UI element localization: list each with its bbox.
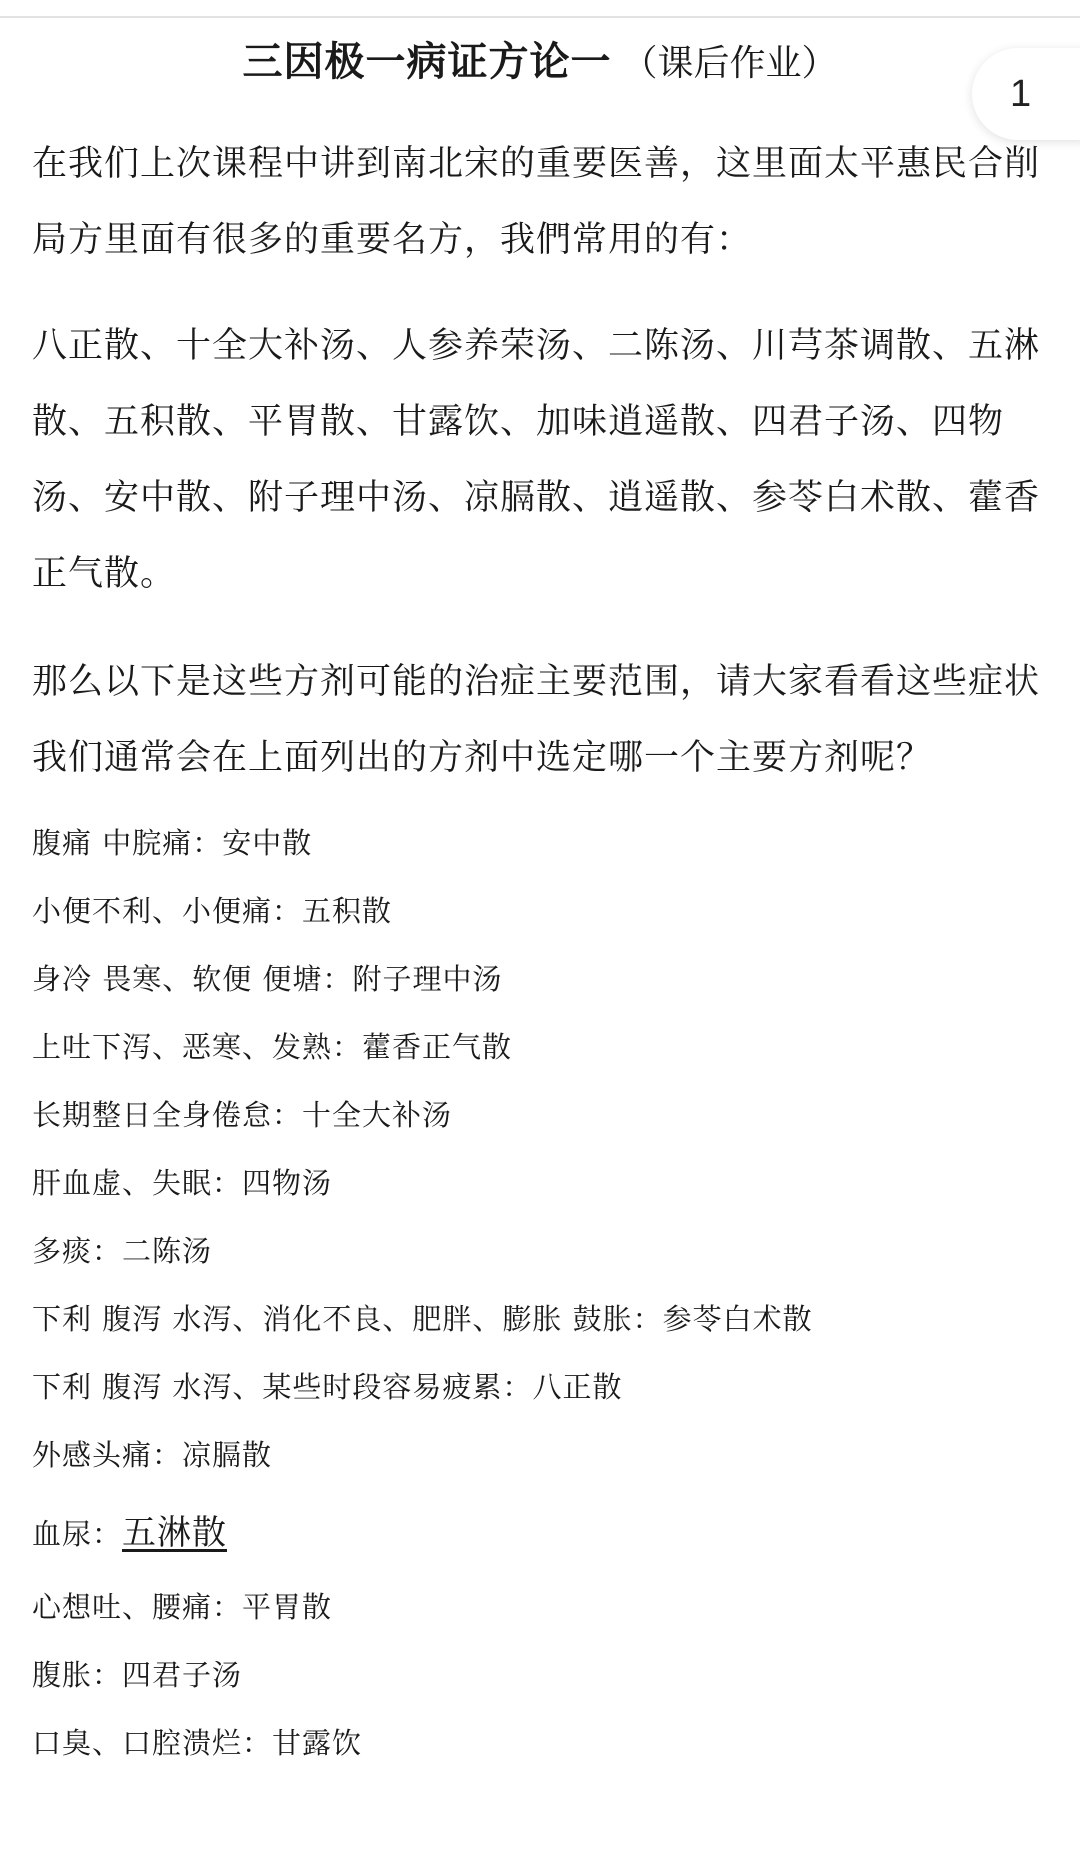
list-item — [32, 1714, 1042, 1782]
title-sub: （课后作业） — [621, 43, 838, 84]
list-item — [32, 1154, 1042, 1222]
list-item — [32, 1018, 1042, 1086]
symptom-text: 口臭、口腔溃烂： — [32, 1726, 273, 1760]
formula-answer: 凉膈散 — [182, 1438, 273, 1472]
formula-answer: 四君子汤 — [122, 1658, 243, 1692]
list-item — [32, 814, 1042, 882]
formula-answer: 八正散 — [532, 1370, 623, 1404]
symptom-text: 外感头痛： — [32, 1438, 183, 1472]
symptom-text: 小便不利、小便痛： — [32, 894, 303, 928]
symptom-text: 多痰： — [32, 1234, 123, 1268]
formula-answer: 附子理中汤 — [352, 962, 503, 996]
list-item — [32, 882, 1042, 950]
list-item — [32, 1222, 1042, 1290]
list-item — [32, 1290, 1042, 1358]
formula-answer: 安中散 — [222, 826, 313, 860]
question-paragraph: 那么以下是这些方剂可能的治症主要范围，请大家看看这些症状我们通常会在上面列出的方剂中选定哪一个主要方剂呢？ — [32, 662, 1041, 778]
answer-list — [32, 814, 1042, 1782]
list-item — [32, 1426, 1042, 1494]
symptom-text: 上吐下泻、恶寒、发熟： — [32, 1030, 363, 1064]
symptom-text: 下利 腹泻 水泻、某些时段容易疲累： — [32, 1370, 533, 1404]
symptom-text: 身冷 畏寒、软便 便塘： — [32, 962, 353, 996]
formula-answer: 四物汤 — [242, 1166, 333, 1200]
list-item — [32, 1646, 1042, 1714]
formula-answer: 平胃散 — [242, 1590, 333, 1624]
list-item-highlighted — [32, 1494, 1042, 1578]
symptom-text: 心想吐、腰痛： — [32, 1590, 243, 1624]
formula-answer: 二陈汤 — [122, 1234, 213, 1268]
symptom-text: 腹痛 中脘痛： — [32, 826, 223, 860]
formula-answer: 五积散 — [302, 894, 393, 928]
formula-answer: 参苓白术散 — [662, 1302, 813, 1336]
symptom-text: 长期整日全身倦怠： — [32, 1098, 303, 1132]
intro-paragraph: 在我们上次课程中讲到南北宋的重要医善，这里面太平惠民合削局方里面有很多的重要名方，我們常用的有： — [32, 144, 1041, 260]
list-item — [32, 950, 1042, 1018]
symptom-text: 腹胀： — [32, 1658, 123, 1692]
top-divider — [0, 16, 1080, 18]
symptom-text: 血尿： — [32, 1517, 123, 1551]
formula-answer: 甘露饮 — [272, 1726, 363, 1760]
page-number: 1 — [1010, 72, 1032, 115]
symptom-text: 肝血虚、失眠： — [32, 1166, 243, 1200]
formula-answer: 藿香正气散 — [362, 1030, 513, 1064]
title-main: 三因极一病证方论一 — [242, 39, 612, 85]
list-item — [32, 1086, 1042, 1154]
symptom-text: 下利 腹泻 水泻、消化不良、肥胖、膨胀 鼓胀： — [32, 1302, 663, 1336]
formula-answer: 十全大补汤 — [302, 1098, 453, 1132]
formula-answer-underlined: 五淋散 — [122, 1513, 228, 1553]
list-item — [32, 1578, 1042, 1646]
page-title — [0, 30, 1080, 87]
list-item — [32, 1358, 1042, 1426]
formula-list-paragraph: 八正散、十全大补汤、人参养荣汤、二陈汤、川芎茶调散、五淋散、五积散、平胃散、甘露饮、加味逍遥散、四君子汤、四物汤、安中散、附子理中汤、凉膈散、逍遥散、参苓白术散、藿香正气散。 — [32, 326, 1041, 594]
